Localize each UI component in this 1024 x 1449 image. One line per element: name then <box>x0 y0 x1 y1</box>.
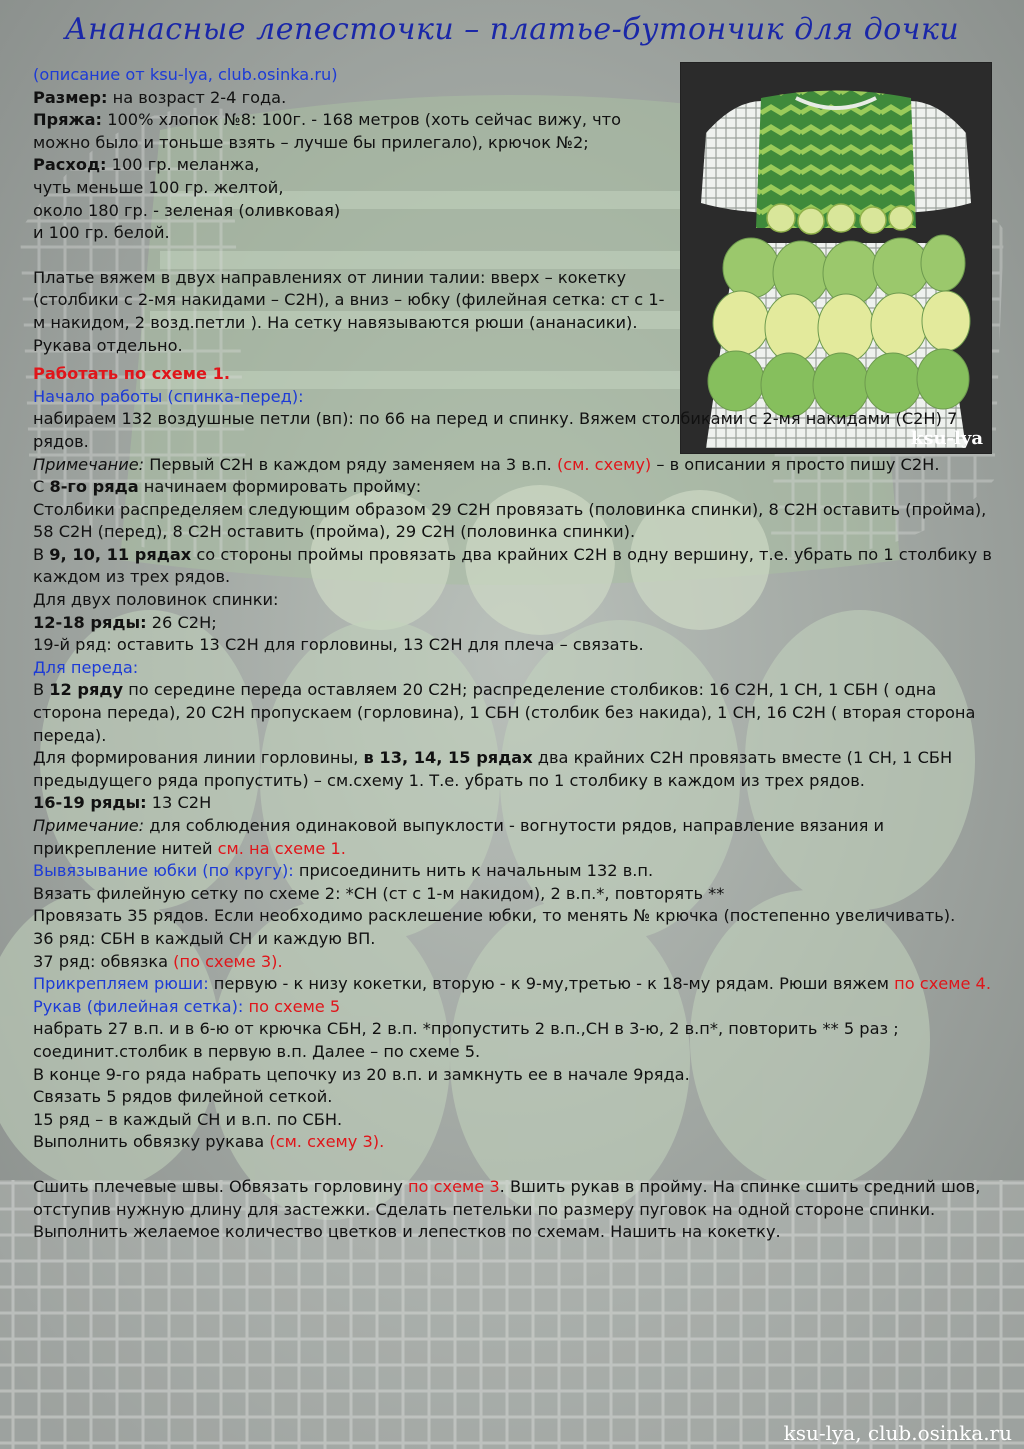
paragraph: набираем 132 воздушные петли (вп): по 66 на перед и спинку. Вяжем столбиками с 2-мя накидами (С2Н) 7 рядов. <box>33 409 958 451</box>
paragraph: Прикрепляем рюши: первую - к низу кокетки, вторую - к 9-му,третью - к 18-му рядам. Рюши вяжем по схеме 4. <box>33 974 991 994</box>
paragraph: Рукав (филейная сетка): по схеме 5 <box>33 996 341 1016</box>
paragraph: Сшить плечевые швы. Обвязать горловину по схеме 3. Вшить рукав в пройму. На спинке сшить средний шов, отступив нужную длину для застежки. Сделать петельки по размеру пуговок на одной стороне спинки. <box>33 1176 981 1219</box>
paragraph: Связать 5 рядов филейной сеткой. <box>33 1087 333 1107</box>
footer-watermark: ksu-lya, club.osinka.ru <box>783 1421 1012 1445</box>
paragraph: Для формирования линии горловины, в 13, 14, 15 рядах два крайних С2Н провязать вместе (1 СН, 1 СБН предыдущего ряда пропустить) – см.схему 1. Т.е. убрать по 1 столбику в каждом из трех рядов. <box>33 748 953 790</box>
intro-paragraph: Платье вяжем в двух направлениях от линии талии: вверх – кокетку (столбики с 2-мя накидами – С2Н), а вниз – юбку (филейная сетка: ст с 1-м накидом, 2 возд.петли ). На сетку навязываются рюши (ананасики). Рукава отдельно. <box>33 267 665 355</box>
paragraph: В конце 9-го ряда набрать цепочку из 20 в.п. и замкнуть ее в начале 9ряда. <box>33 1064 690 1084</box>
paragraph: С 8-го ряда начинаем формировать пройму: <box>33 477 422 497</box>
paragraph: 16-19 ряды: 13 С2Н <box>33 793 212 813</box>
paragraph: Выполнить желаемое количество цветков и лепестков по схемам. Нашить на кокетку. <box>33 1222 781 1242</box>
size-label: Размер: <box>33 87 108 107</box>
paragraph: Вязать филейную сетку по схеме 2: *СН (ст с 1-м накидом), 2 в.п.*, повторять ** <box>33 883 725 903</box>
paragraph: Столбики распределяем следующим образом 29 С2Н провязать (половинка спинки), 8 С2Н оставить (пройма), 58 С2Н (перед), 8 С2Н оставить (пройма), 29 С2Н (половинка спинки). <box>33 499 987 542</box>
usage-line: 100 гр. меланжа, <box>106 155 260 175</box>
paragraph: 15 ряд – в каждый СН и в.п. по СБН. <box>33 1109 343 1129</box>
note: Примечание: Первый С2Н в каждом ряду заменяем на 3 в.п. (см. схему) – в описании я просто пишу С2Н. <box>33 454 940 474</box>
paragraph: В 12 ряду по середине переда оставляем 20 С2Н; распределение столбиков: 16 С2Н, 1 СН, 1 СБН ( одна сторона переда), 20 С2Н пропускаем (горловина), 1 СБН (столбик без накида), 1 СН, 16 С2Н ( вторая сторона переда). <box>33 680 976 745</box>
page-title: Ананасные лепесточки – платье-бутончик для дочки <box>64 12 960 47</box>
paragraph: 37 ряд: обвязка (по схеме 3). <box>33 951 283 971</box>
section-heading-start: Начало работы (спинка-перед): <box>33 386 304 406</box>
paragraph: Провязать 35 рядов. Если необходимо расклешение юбки, то менять № крючка (постепенно увеличивать). <box>33 906 956 926</box>
yarn-text: 100% хлопок №8: 100г. - 168 метров (хоть сейчас вижу, что можно было и тоньше взять – лучше бы прилегало), крючок №2; <box>33 110 622 152</box>
scheme-heading: Работать по схеме 1. <box>33 364 230 384</box>
pattern-description <box>33 64 998 1244</box>
paragraph: 12-18 ряды: 26 С2Н; <box>33 612 217 632</box>
yarn-label: Пряжа: <box>33 110 103 130</box>
source-line: (описание от ksu-lya, club.osinka.ru) <box>33 65 338 84</box>
section-heading-front: Для переда: <box>33 657 139 677</box>
paragraph: Выполнить обвязку рукава (см. схему 3). <box>33 1132 385 1152</box>
paragraph: В 9, 10, 11 рядах со стороны проймы провязать два крайних С2Н в одну вершину, т.е. убрать по 1 столбику в каждом из трех рядов. <box>33 544 992 587</box>
intro-block <box>33 87 669 245</box>
paragraph: Вывязывание юбки (по кругу): присоединить нить к начальным 132 в.п. <box>33 861 654 881</box>
paragraph: 36 ряд: СБН в каждый СН и каждую ВП. <box>33 928 376 948</box>
usage-line: и 100 гр. белой. <box>33 223 170 243</box>
usage-line: около 180 гр. - зеленая (оливковая) <box>33 200 341 220</box>
usage-line: чуть меньше 100 гр. желтой, <box>33 177 284 197</box>
note: Примечание: для соблюдения одинаковой выпуклости - вогнутости рядов, направление вязания и прикрепление нитей см. на схеме 1. <box>33 816 885 858</box>
size-text: на возраст 2-4 года. <box>107 87 287 107</box>
photo-watermark: ksu-lya <box>910 428 983 449</box>
usage-label: Расход: <box>33 155 107 175</box>
paragraph: Для двух половинок спинки: <box>33 590 279 610</box>
paragraph: 19-й ряд: оставить 13 С2Н для горловины, 13 С2Н для плеча – связать. <box>33 635 644 655</box>
paragraph: набрать 27 в.п. и в 6-ю от крючка СБН, 2 в.п. *пропустить 2 в.п.,СН в 3-ю, 2 в.п*, повторить ** 5 раз ; соединит.столбик в первую в.п. Далее – по схеме 5. <box>33 1019 899 1061</box>
